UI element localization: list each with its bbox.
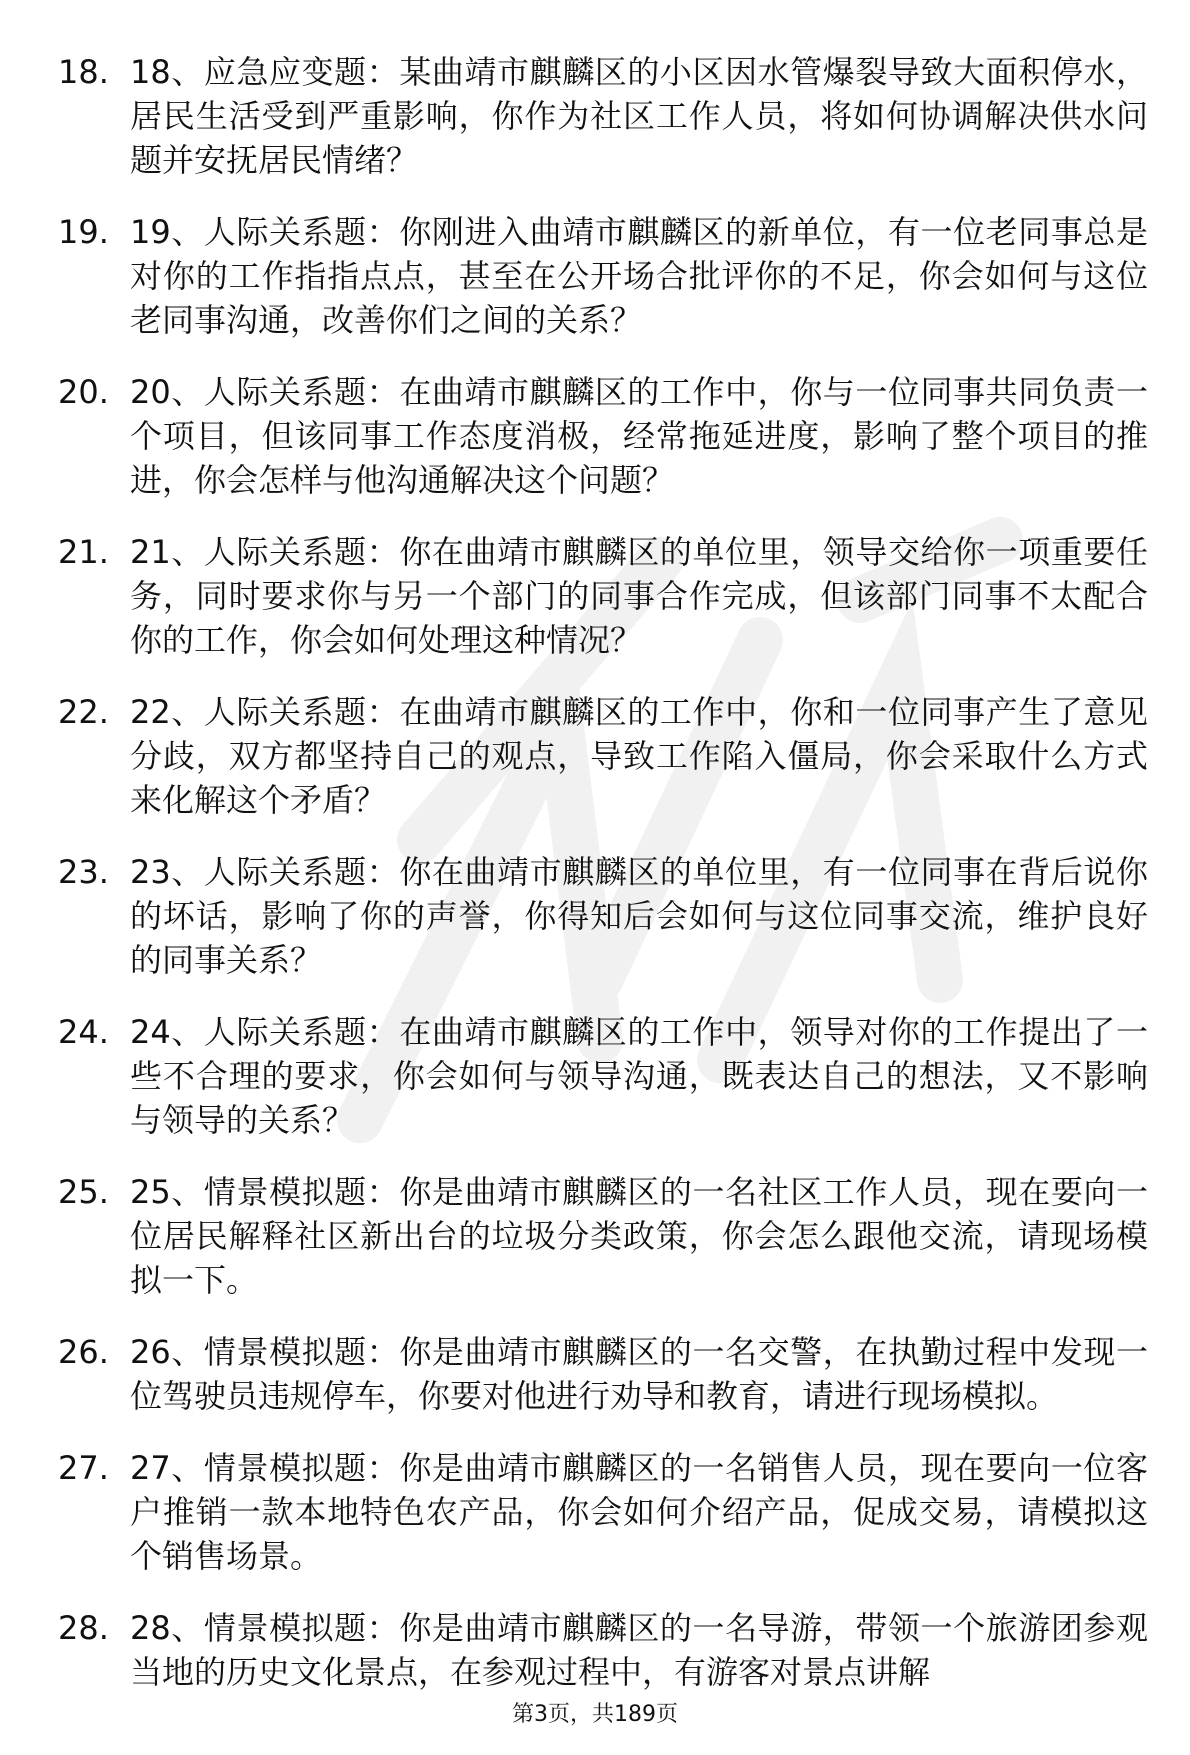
- question-item: [58, 1446, 1148, 1578]
- question-number: 23.: [58, 853, 109, 891]
- question-number: 25.: [58, 1173, 109, 1211]
- question-item: [58, 370, 1148, 502]
- question-text: 25、情景模拟题：你是曲靖市麒麟区的一名社区工作人员，现在要向一位居民解释社区新出台的垃圾分类政策，你会怎么跟他交流，请现场模拟一下。: [130, 1173, 1148, 1299]
- question-text: 24、人际关系题：在曲靖市麒麟区的工作中，领导对你的工作提出了一些不合理的要求，你会如何与领导沟通，既表达自己的想法，又不影响与领导的关系？: [130, 1013, 1148, 1139]
- question-text: 19、人际关系题：你刚进入曲靖市麒麟区的新单位，有一位老同事总是对你的工作指指点点，甚至在公开场合批评你的不足，你会如何与这位老同事沟通，改善你们之间的关系？: [130, 213, 1148, 339]
- question-text: 23、人际关系题：你在曲靖市麒麟区的单位里，有一位同事在背后说你的坏话，影响了你的声誉，你得知后会如何与这位同事交流，维护良好的同事关系？: [130, 853, 1148, 979]
- question-text: 18、应急应变题：某曲靖市麒麟区的小区因水管爆裂导致大面积停水，居民生活受到严重影响，你作为社区工作人员，将如何协调解决供水问题并安抚居民情绪？: [130, 53, 1148, 179]
- question-item: [58, 850, 1148, 982]
- question-item: [58, 530, 1148, 662]
- question-list: [58, 50, 1148, 1722]
- question-number: 21.: [58, 533, 109, 571]
- question-number: 22.: [58, 693, 109, 731]
- question-item: [58, 1330, 1148, 1418]
- question-number: 28.: [58, 1609, 109, 1647]
- question-text: 26、情景模拟题：你是曲靖市麒麟区的一名交警，在执勤过程中发现一位驾驶员违规停车，你要对他进行劝导和教育，请进行现场模拟。: [130, 1333, 1148, 1415]
- question-item: [58, 1010, 1148, 1142]
- question-number: 19.: [58, 213, 109, 251]
- question-item: [58, 690, 1148, 822]
- question-number: 24.: [58, 1013, 109, 1051]
- question-text: 22、人际关系题：在曲靖市麒麟区的工作中，你和一位同事产生了意见分歧，双方都坚持自己的观点，导致工作陷入僵局，你会采取什么方式来化解这个矛盾？: [130, 693, 1148, 819]
- question-text: 20、人际关系题：在曲靖市麒麟区的工作中，你与一位同事共同负责一个项目，但该同事工作态度消极，经常拖延进度，影响了整个项目的推进，你会怎样与他沟通解决这个问题？: [130, 373, 1148, 499]
- question-item: [58, 210, 1148, 342]
- page-footer: 第3页，共189页: [512, 1702, 678, 1727]
- question-number: 26.: [58, 1333, 109, 1371]
- question-item: [58, 50, 1148, 182]
- question-item: [58, 1170, 1148, 1302]
- question-number: 27.: [58, 1449, 109, 1487]
- question-text: 21、人际关系题：你在曲靖市麒麟区的单位里，领导交给你一项重要任务，同时要求你与另一个部门的同事合作完成，但该部门同事不太配合你的工作，你会如何处理这种情况？: [130, 533, 1148, 659]
- question-number: 20.: [58, 373, 109, 411]
- question-text: 28、情景模拟题：你是曲靖市麒麟区的一名导游，带领一个旅游团参观当地的历史文化景点，在参观过程中，有游客对景点讲解: [130, 1609, 1148, 1691]
- question-number: 18.: [58, 53, 109, 91]
- question-text: 27、情景模拟题：你是曲靖市麒麟区的一名销售人员，现在要向一位客户推销一款本地特色农产品，你会如何介绍产品，促成交易，请模拟这个销售场景。: [130, 1449, 1148, 1575]
- question-item: [58, 1606, 1148, 1694]
